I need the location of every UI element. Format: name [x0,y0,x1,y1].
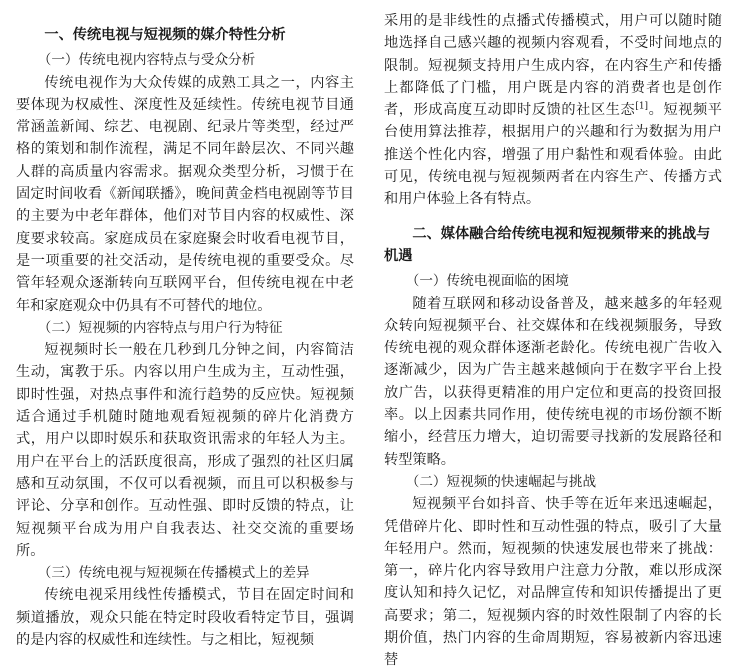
subsection-1-3-heading: （三）传统电视与短视频在传播模式上的差异 [37,565,310,582]
paragraph-short-video-rise: 短视频平台如抖音、快手等在近年来迅速崛起，凭借碎片化、即时性和互动性强的特点，吸引了大量年轻用户。然而，短视频的快速发展也带来了挑战：第一，碎片化内容导致用户注意力分散，难以形成深度认知和持久记忆，对品牌宣传和知识传播提出了更高要求；第二，短视频内容的时效性限制了内容的长期价值，热门内容的生命周期短，容易被新内容迅速替 [384,496,722,669]
paragraph-short-video-content: 短视频时长一般在几秒到几分钟之间，内容简洁生动，寓教于乐。内容以用户生成为主，互动性强，即时性强，对热点事件和流行趋势的反应快。短视频适合通过手机随时随地观看短视频的碎片化消费方式，用户以即时娱乐和获取资讯需求的年轻人为主。用户在平台上的活跃度很高，形成了强烈的社区归属感和互动氛围，不仅可以看视频，而且可以积极参与评论、分享和创作。互动性强、即时反馈的特点，让短视频平台成为用户自我表达、社交交流的重要场所。 [16,342,354,559]
paragraph-transmission-modes: 传统电视采用线性传播模式，节目在固定时间和频道播放，观众只能在特定时段收看特定节目，强调的是内容的权威性和连续性。与之相比，短视频 [16,587,354,649]
paragraph-continued-text: 采用的是非线性的点播式传播模式，用户可以随时随地选择自己感兴趣的视频内容观看，不受时间地点的限制。短视频支持用户生成内容，在内容生产和传播上都降低了门槛，用户既是内容的消费者也是创作者，形成高度互动即时反馈的社区生态 [384,13,722,119]
section-1-heading: 一、传统电视与短视频的媒介特性分析 [44,27,286,43]
left-column [16,0,354,649]
subsection-2-1-heading: （一）传统电视面临的困境 [405,273,569,290]
right-column [384,0,722,669]
paragraph-continued-end: 。短视频平台使用算法推荐，根据用户的兴趣和行为数据为用户推送个性化内容，增强了用户黏性和观看体验。由此可见，传统电视与短视频两者在内容生产、传播方式和用户体验上各有特点。 [384,102,722,208]
paragraph-transmission-modes-continued [384,10,722,211]
section-2-heading: 二、媒体融合给传统电视和短视频带来的挑战与机遇 [384,225,711,264]
paragraph-tv-content: 传统电视作为大众传媒的成熟工具之一，内容主要体现为权威性、深度性及延续性。传统电视节目通常涵盖新闻、综艺、电视剧、纪录片等类型，经过严格的策划和制作流程，满足不同年龄层次、不同兴趣人群的高质量内容需求。据观众类型分析，习惯于在固定时间收看《新闻联播》，晚间黄金档电视剧等节目的主要为中老年群体，他们对节目内容的权威性、深度要求较高。家庭成员在家庭聚会时收看电视节目，是一项重要的社交活动，是传统电视的重要受众。尽管年轻观众逐渐转向互联网平台，但传统电视在中老年和家庭观众中仍具有不可替代的地位。 [16,74,354,314]
paragraph-tv-difficulties: 随着互联网和移动设备普及，越来越多的年轻观众转向短视频平台、社交媒体和在线视频服务，导致传统电视的观众群体逐渐老龄化。传统电视广告收入逐渐减少，因为广告主越来越倾向于在数字平台上投放广告，以获得更精准的用户定位和更高的投资回报率。以上因素共同作用，使传统电视的市场份额不断缩小，经营压力增大，迫切需要寻找新的发展路径和转型策略。 [384,295,722,468]
citation-ref-1: [1] [635,101,649,112]
subsection-1-1-heading: （一）传统电视内容特点与受众分析 [37,52,256,69]
subsection-2-2-heading: （二）短视频的快速崛起与挑战 [405,473,597,490]
subsection-1-2-heading: （二）短视频的内容特点与用户行为特征 [37,319,283,336]
